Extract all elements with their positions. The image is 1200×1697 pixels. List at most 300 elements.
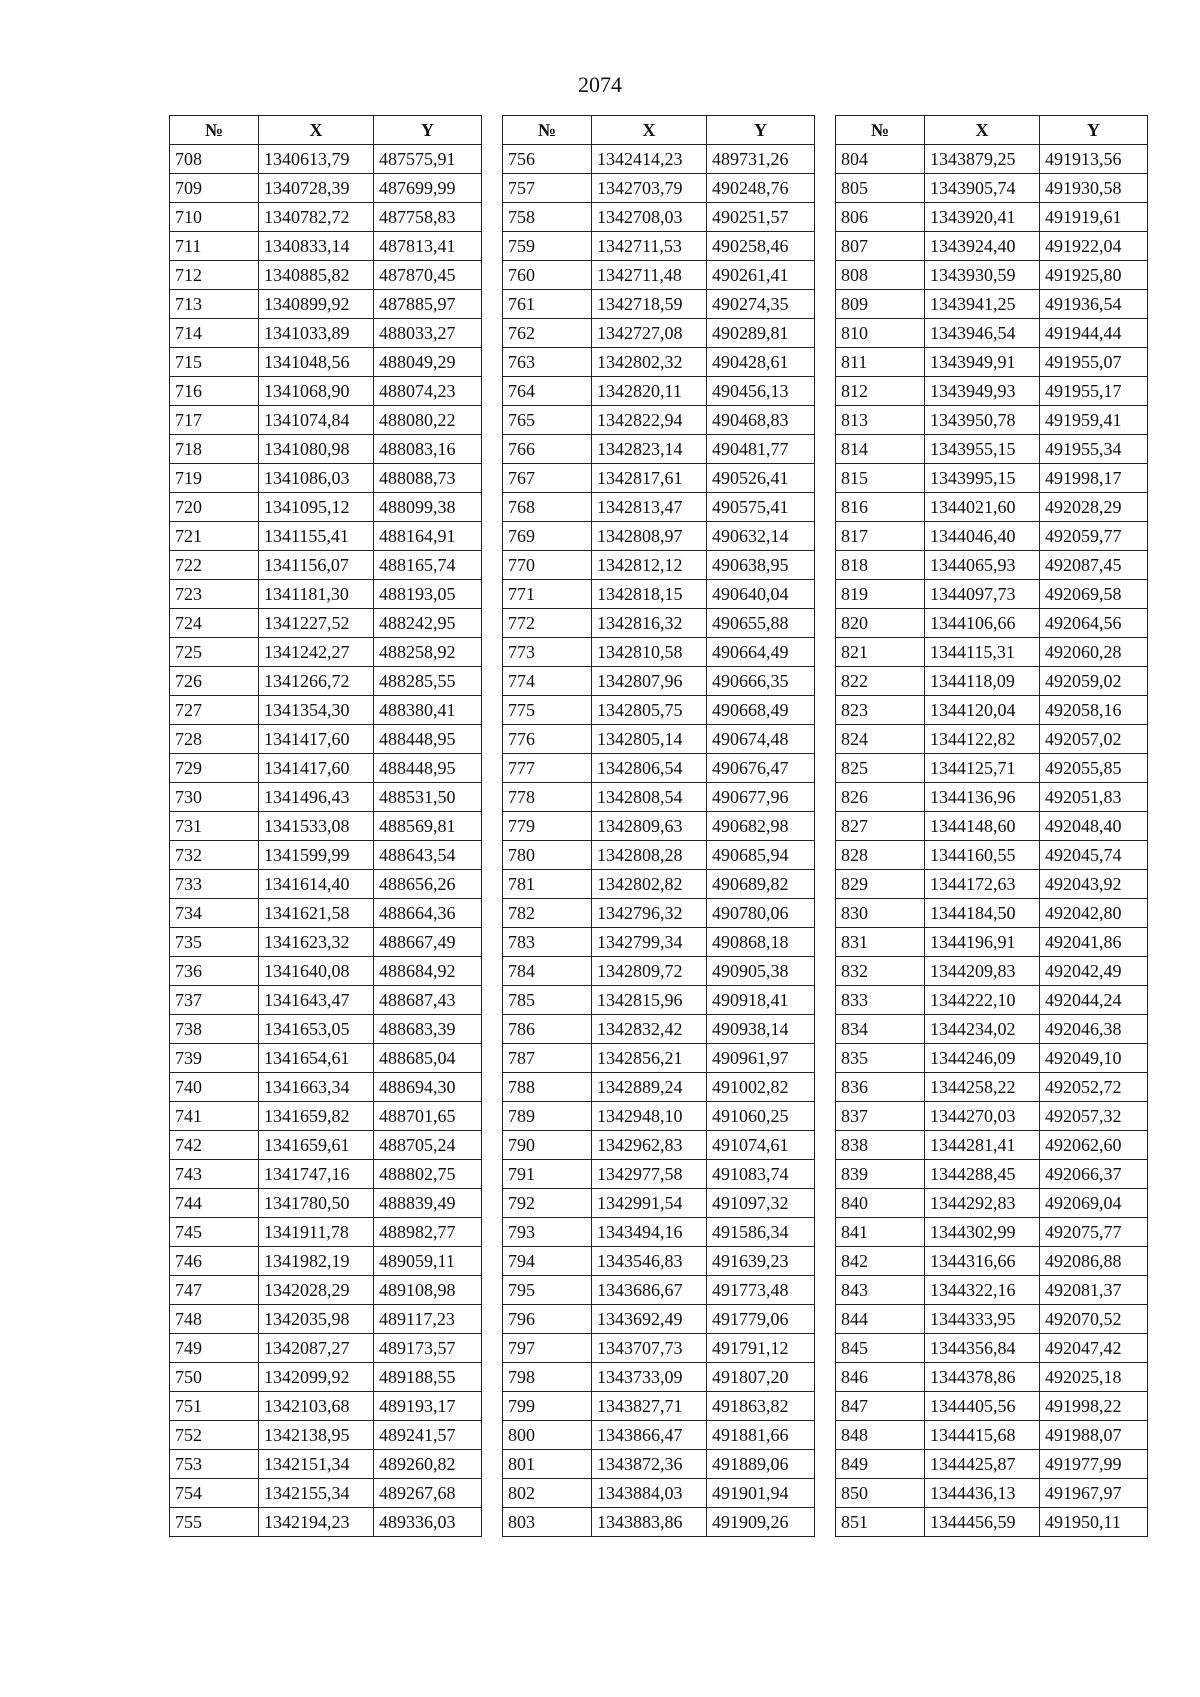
cell-x: 1342816,32 bbox=[592, 609, 707, 638]
cell-y: 488258,92 bbox=[374, 638, 482, 667]
cell-y: 491083,74 bbox=[707, 1160, 815, 1189]
cell-y: 488684,92 bbox=[374, 957, 482, 986]
cell-y: 492087,45 bbox=[1040, 551, 1148, 580]
cell-number: 815 bbox=[836, 464, 925, 493]
table-row bbox=[170, 1392, 482, 1421]
cell-y: 487813,41 bbox=[374, 232, 482, 261]
cell-y: 492044,24 bbox=[1040, 986, 1148, 1015]
column-header-number: № bbox=[503, 116, 592, 145]
cell-number: 810 bbox=[836, 319, 925, 348]
cell-x: 1342822,94 bbox=[592, 406, 707, 435]
cell-number: 723 bbox=[170, 580, 259, 609]
cell-number: 765 bbox=[503, 406, 592, 435]
cell-y: 489059,11 bbox=[374, 1247, 482, 1276]
cell-number: 727 bbox=[170, 696, 259, 725]
cell-y: 487575,91 bbox=[374, 145, 482, 174]
cell-x: 1341155,41 bbox=[259, 522, 374, 551]
column-header-y: Y bbox=[707, 116, 815, 145]
cell-y: 490666,35 bbox=[707, 667, 815, 696]
cell-x: 1342802,82 bbox=[592, 870, 707, 899]
cell-x: 1344136,96 bbox=[925, 783, 1040, 812]
cell-y: 491955,34 bbox=[1040, 435, 1148, 464]
cell-x: 1342813,47 bbox=[592, 493, 707, 522]
cell-y: 488080,22 bbox=[374, 406, 482, 435]
table-row bbox=[836, 551, 1148, 580]
table-row bbox=[836, 812, 1148, 841]
column-header-x: X bbox=[592, 116, 707, 145]
cell-number: 711 bbox=[170, 232, 259, 261]
table-row bbox=[836, 1421, 1148, 1450]
cell-x: 1341068,90 bbox=[259, 377, 374, 406]
table-row bbox=[836, 1218, 1148, 1247]
cell-x: 1342099,92 bbox=[259, 1363, 374, 1392]
cell-x: 1344302,99 bbox=[925, 1218, 1040, 1247]
table-row bbox=[170, 812, 482, 841]
cell-number: 757 bbox=[503, 174, 592, 203]
cell-number: 769 bbox=[503, 522, 592, 551]
table-row bbox=[503, 319, 815, 348]
table-row bbox=[170, 1131, 482, 1160]
table-row bbox=[170, 377, 482, 406]
cell-x: 1342809,72 bbox=[592, 957, 707, 986]
cell-y: 491779,06 bbox=[707, 1305, 815, 1334]
cell-x: 1344222,10 bbox=[925, 986, 1040, 1015]
table-row bbox=[170, 406, 482, 435]
table-row bbox=[503, 493, 815, 522]
cell-x: 1342194,23 bbox=[259, 1508, 374, 1537]
cell-x: 1343879,25 bbox=[925, 145, 1040, 174]
cell-y: 489241,57 bbox=[374, 1421, 482, 1450]
cell-x: 1342810,58 bbox=[592, 638, 707, 667]
table-row bbox=[170, 1073, 482, 1102]
cell-number: 748 bbox=[170, 1305, 259, 1334]
cell-y: 491889,06 bbox=[707, 1450, 815, 1479]
table-row bbox=[836, 841, 1148, 870]
cell-x: 1342889,24 bbox=[592, 1073, 707, 1102]
table-row bbox=[503, 1363, 815, 1392]
cell-x: 1344405,56 bbox=[925, 1392, 1040, 1421]
table-row bbox=[503, 1189, 815, 1218]
cell-x: 1340833,14 bbox=[259, 232, 374, 261]
table-row bbox=[836, 261, 1148, 290]
cell-y: 487699,99 bbox=[374, 174, 482, 203]
cell-number: 816 bbox=[836, 493, 925, 522]
cell-x: 1344436,13 bbox=[925, 1479, 1040, 1508]
table-row bbox=[503, 696, 815, 725]
table-row bbox=[503, 667, 815, 696]
table-row bbox=[503, 435, 815, 464]
cell-y: 488531,50 bbox=[374, 783, 482, 812]
cell-y: 488088,73 bbox=[374, 464, 482, 493]
table-row bbox=[836, 1073, 1148, 1102]
cell-y: 492047,42 bbox=[1040, 1334, 1148, 1363]
cell-y: 488448,95 bbox=[374, 725, 482, 754]
cell-x: 1342962,83 bbox=[592, 1131, 707, 1160]
table-row bbox=[170, 1044, 482, 1073]
cell-y: 491955,17 bbox=[1040, 377, 1148, 406]
cell-x: 1341659,82 bbox=[259, 1102, 374, 1131]
table-row bbox=[836, 1305, 1148, 1334]
column-header-number: № bbox=[836, 116, 925, 145]
table-row bbox=[503, 377, 815, 406]
cell-y: 491807,20 bbox=[707, 1363, 815, 1392]
table-row bbox=[170, 1160, 482, 1189]
table-row bbox=[170, 609, 482, 638]
cell-number: 831 bbox=[836, 928, 925, 957]
table-row bbox=[836, 928, 1148, 957]
cell-x: 1342809,63 bbox=[592, 812, 707, 841]
cell-number: 766 bbox=[503, 435, 592, 464]
cell-y: 488839,49 bbox=[374, 1189, 482, 1218]
cell-y: 491901,94 bbox=[707, 1479, 815, 1508]
cell-x: 1344118,09 bbox=[925, 667, 1040, 696]
cell-number: 843 bbox=[836, 1276, 925, 1305]
table-row bbox=[170, 319, 482, 348]
cell-x: 1344288,45 bbox=[925, 1160, 1040, 1189]
cell-number: 821 bbox=[836, 638, 925, 667]
cell-y: 491913,56 bbox=[1040, 145, 1148, 174]
cell-y: 490575,41 bbox=[707, 493, 815, 522]
table-row bbox=[503, 1392, 815, 1421]
cell-x: 1341663,34 bbox=[259, 1073, 374, 1102]
cell-x: 1344356,84 bbox=[925, 1334, 1040, 1363]
cell-x: 1341242,27 bbox=[259, 638, 374, 667]
cell-number: 839 bbox=[836, 1160, 925, 1189]
cell-number: 809 bbox=[836, 290, 925, 319]
table-row bbox=[836, 638, 1148, 667]
cell-number: 779 bbox=[503, 812, 592, 841]
cell-y: 489731,26 bbox=[707, 145, 815, 174]
table-row bbox=[170, 725, 482, 754]
table-row bbox=[503, 812, 815, 841]
cell-number: 746 bbox=[170, 1247, 259, 1276]
table-row bbox=[170, 638, 482, 667]
table-header-row bbox=[836, 116, 1148, 145]
cell-number: 734 bbox=[170, 899, 259, 928]
cell-y: 492045,74 bbox=[1040, 841, 1148, 870]
table-row bbox=[836, 1189, 1148, 1218]
cell-x: 1343494,16 bbox=[592, 1218, 707, 1247]
table-row bbox=[170, 145, 482, 174]
table-row bbox=[836, 522, 1148, 551]
table-row bbox=[170, 464, 482, 493]
cell-y: 492059,77 bbox=[1040, 522, 1148, 551]
cell-y: 492069,58 bbox=[1040, 580, 1148, 609]
cell-x: 1344234,02 bbox=[925, 1015, 1040, 1044]
cell-x: 1341640,08 bbox=[259, 957, 374, 986]
cell-number: 785 bbox=[503, 986, 592, 1015]
cell-y: 491936,54 bbox=[1040, 290, 1148, 319]
cell-y: 488448,95 bbox=[374, 754, 482, 783]
cell-number: 793 bbox=[503, 1218, 592, 1247]
cell-number: 736 bbox=[170, 957, 259, 986]
cell-x: 1341095,12 bbox=[259, 493, 374, 522]
cell-y: 490258,46 bbox=[707, 232, 815, 261]
cell-number: 721 bbox=[170, 522, 259, 551]
cell-x: 1343707,73 bbox=[592, 1334, 707, 1363]
cell-number: 750 bbox=[170, 1363, 259, 1392]
cell-number: 745 bbox=[170, 1218, 259, 1247]
table-row bbox=[836, 435, 1148, 464]
cell-number: 795 bbox=[503, 1276, 592, 1305]
cell-x: 1342948,10 bbox=[592, 1102, 707, 1131]
cell-number: 824 bbox=[836, 725, 925, 754]
cell-x: 1341266,72 bbox=[259, 667, 374, 696]
cell-y: 492069,04 bbox=[1040, 1189, 1148, 1218]
cell-number: 800 bbox=[503, 1421, 592, 1450]
table-row bbox=[503, 261, 815, 290]
cell-number: 812 bbox=[836, 377, 925, 406]
column-header-number: № bbox=[170, 116, 259, 145]
cell-y: 492042,80 bbox=[1040, 899, 1148, 928]
cell-y: 488569,81 bbox=[374, 812, 482, 841]
cell-y: 492058,16 bbox=[1040, 696, 1148, 725]
table-row bbox=[503, 348, 815, 377]
cell-y: 490655,88 bbox=[707, 609, 815, 638]
cell-y: 489267,68 bbox=[374, 1479, 482, 1508]
cell-x: 1343955,15 bbox=[925, 435, 1040, 464]
cell-number: 837 bbox=[836, 1102, 925, 1131]
cell-number: 738 bbox=[170, 1015, 259, 1044]
table-row bbox=[503, 232, 815, 261]
cell-y: 491074,61 bbox=[707, 1131, 815, 1160]
cell-y: 488664,36 bbox=[374, 899, 482, 928]
cell-y: 491955,07 bbox=[1040, 348, 1148, 377]
cell-number: 783 bbox=[503, 928, 592, 957]
cell-y: 491930,58 bbox=[1040, 174, 1148, 203]
table-row bbox=[170, 493, 482, 522]
cell-y: 490664,49 bbox=[707, 638, 815, 667]
cell-y: 490677,96 bbox=[707, 783, 815, 812]
table-row bbox=[170, 348, 482, 377]
cell-x: 1343950,78 bbox=[925, 406, 1040, 435]
table-row bbox=[503, 1508, 815, 1537]
cell-number: 771 bbox=[503, 580, 592, 609]
cell-x: 1344172,63 bbox=[925, 870, 1040, 899]
table-row bbox=[170, 1450, 482, 1479]
cell-y: 488656,26 bbox=[374, 870, 482, 899]
table-row bbox=[170, 1421, 482, 1450]
cell-x: 1343930,59 bbox=[925, 261, 1040, 290]
cell-y: 491922,04 bbox=[1040, 232, 1148, 261]
cell-x: 1340899,92 bbox=[259, 290, 374, 319]
cell-x: 1341417,60 bbox=[259, 725, 374, 754]
column-header-x: X bbox=[259, 116, 374, 145]
cell-x: 1342718,59 bbox=[592, 290, 707, 319]
cell-y: 490456,13 bbox=[707, 377, 815, 406]
cell-number: 709 bbox=[170, 174, 259, 203]
table-row bbox=[170, 783, 482, 812]
cell-x: 1341643,47 bbox=[259, 986, 374, 1015]
table-row bbox=[836, 870, 1148, 899]
cell-number: 763 bbox=[503, 348, 592, 377]
table-row bbox=[836, 725, 1148, 754]
cell-x: 1343995,15 bbox=[925, 464, 1040, 493]
cell-y: 491959,41 bbox=[1040, 406, 1148, 435]
table-row bbox=[503, 1479, 815, 1508]
table-row bbox=[503, 1305, 815, 1334]
table-row bbox=[503, 406, 815, 435]
table-row bbox=[836, 1015, 1148, 1044]
table-row bbox=[170, 1508, 482, 1537]
cell-x: 1344046,40 bbox=[925, 522, 1040, 551]
table-row bbox=[503, 1160, 815, 1189]
cell-y: 492055,85 bbox=[1040, 754, 1148, 783]
cell-x: 1343883,86 bbox=[592, 1508, 707, 1537]
cell-number: 851 bbox=[836, 1508, 925, 1537]
table-row bbox=[503, 928, 815, 957]
cell-number: 828 bbox=[836, 841, 925, 870]
cell-x: 1344246,09 bbox=[925, 1044, 1040, 1073]
cell-number: 801 bbox=[503, 1450, 592, 1479]
cell-x: 1342823,14 bbox=[592, 435, 707, 464]
table-row bbox=[836, 986, 1148, 1015]
table-row bbox=[503, 580, 815, 609]
cell-x: 1344122,82 bbox=[925, 725, 1040, 754]
table-row bbox=[836, 1392, 1148, 1421]
cell-x: 1344115,31 bbox=[925, 638, 1040, 667]
cell-x: 1342708,03 bbox=[592, 203, 707, 232]
cell-number: 797 bbox=[503, 1334, 592, 1363]
cell-x: 1341780,50 bbox=[259, 1189, 374, 1218]
cell-x: 1343827,71 bbox=[592, 1392, 707, 1421]
table-row bbox=[836, 696, 1148, 725]
table-row bbox=[503, 1044, 815, 1073]
cell-y: 491925,80 bbox=[1040, 261, 1148, 290]
cell-y: 490918,41 bbox=[707, 986, 815, 1015]
cell-y: 488694,30 bbox=[374, 1073, 482, 1102]
cell-number: 832 bbox=[836, 957, 925, 986]
cell-x: 1342796,32 bbox=[592, 899, 707, 928]
cell-y: 491773,48 bbox=[707, 1276, 815, 1305]
cell-number: 729 bbox=[170, 754, 259, 783]
cell-y: 488193,05 bbox=[374, 580, 482, 609]
cell-x: 1344316,66 bbox=[925, 1247, 1040, 1276]
cell-y: 492081,37 bbox=[1040, 1276, 1148, 1305]
cell-number: 733 bbox=[170, 870, 259, 899]
cell-y: 492057,02 bbox=[1040, 725, 1148, 754]
cell-y: 492042,49 bbox=[1040, 957, 1148, 986]
cell-x: 1344196,91 bbox=[925, 928, 1040, 957]
table-row bbox=[503, 1334, 815, 1363]
cell-x: 1342138,95 bbox=[259, 1421, 374, 1450]
table-row bbox=[503, 1247, 815, 1276]
cell-x: 1344281,41 bbox=[925, 1131, 1040, 1160]
cell-x: 1341354,30 bbox=[259, 696, 374, 725]
table-row bbox=[836, 290, 1148, 319]
cell-number: 818 bbox=[836, 551, 925, 580]
cell-y: 488643,54 bbox=[374, 841, 482, 870]
cell-number: 725 bbox=[170, 638, 259, 667]
cell-x: 1340782,72 bbox=[259, 203, 374, 232]
cell-number: 788 bbox=[503, 1073, 592, 1102]
cell-x: 1341048,56 bbox=[259, 348, 374, 377]
cell-x: 1343946,54 bbox=[925, 319, 1040, 348]
cell-x: 1344120,04 bbox=[925, 696, 1040, 725]
cell-x: 1342711,53 bbox=[592, 232, 707, 261]
cell-y: 491863,82 bbox=[707, 1392, 815, 1421]
cell-x: 1342802,32 bbox=[592, 348, 707, 377]
table-row bbox=[170, 928, 482, 957]
cell-number: 712 bbox=[170, 261, 259, 290]
cell-x: 1341653,05 bbox=[259, 1015, 374, 1044]
cell-x: 1342711,48 bbox=[592, 261, 707, 290]
cell-x: 1342812,12 bbox=[592, 551, 707, 580]
cell-number: 811 bbox=[836, 348, 925, 377]
table-row bbox=[170, 870, 482, 899]
cell-x: 1342991,54 bbox=[592, 1189, 707, 1218]
cell-number: 796 bbox=[503, 1305, 592, 1334]
cell-number: 767 bbox=[503, 464, 592, 493]
cell-number: 787 bbox=[503, 1044, 592, 1073]
cell-x: 1342805,14 bbox=[592, 725, 707, 754]
cell-number: 730 bbox=[170, 783, 259, 812]
cell-x: 1344292,83 bbox=[925, 1189, 1040, 1218]
table-row bbox=[503, 841, 815, 870]
cell-number: 849 bbox=[836, 1450, 925, 1479]
table-row bbox=[170, 841, 482, 870]
cell-x: 1342808,97 bbox=[592, 522, 707, 551]
cell-number: 833 bbox=[836, 986, 925, 1015]
cell-y: 491967,97 bbox=[1040, 1479, 1148, 1508]
cell-x: 1343866,47 bbox=[592, 1421, 707, 1450]
cell-x: 1341181,30 bbox=[259, 580, 374, 609]
cell-number: 847 bbox=[836, 1392, 925, 1421]
cell-x: 1344097,73 bbox=[925, 580, 1040, 609]
cell-x: 1344258,22 bbox=[925, 1073, 1040, 1102]
cell-y: 491060,25 bbox=[707, 1102, 815, 1131]
cell-x: 1341599,99 bbox=[259, 841, 374, 870]
table-row bbox=[170, 203, 482, 232]
cell-y: 491586,34 bbox=[707, 1218, 815, 1247]
cell-number: 735 bbox=[170, 928, 259, 957]
cell-y: 489117,23 bbox=[374, 1305, 482, 1334]
cell-x: 1342806,54 bbox=[592, 754, 707, 783]
cell-y: 490689,82 bbox=[707, 870, 815, 899]
cell-x: 1342832,42 bbox=[592, 1015, 707, 1044]
cell-x: 1342703,79 bbox=[592, 174, 707, 203]
cell-x: 1342818,15 bbox=[592, 580, 707, 609]
cell-y: 488685,04 bbox=[374, 1044, 482, 1073]
cell-number: 739 bbox=[170, 1044, 259, 1073]
cell-y: 491002,82 bbox=[707, 1073, 815, 1102]
table-row bbox=[170, 232, 482, 261]
table-row bbox=[836, 145, 1148, 174]
page-number: 2074 bbox=[578, 72, 622, 97]
cell-y: 490248,76 bbox=[707, 174, 815, 203]
table-row bbox=[503, 1015, 815, 1044]
cell-number: 768 bbox=[503, 493, 592, 522]
cell-number: 770 bbox=[503, 551, 592, 580]
cell-y: 490961,97 bbox=[707, 1044, 815, 1073]
table-row bbox=[836, 609, 1148, 638]
cell-number: 789 bbox=[503, 1102, 592, 1131]
cell-number: 753 bbox=[170, 1450, 259, 1479]
cell-x: 1344425,87 bbox=[925, 1450, 1040, 1479]
cell-y: 492048,40 bbox=[1040, 812, 1148, 841]
table-row bbox=[170, 1363, 482, 1392]
cell-number: 827 bbox=[836, 812, 925, 841]
cell-y: 489188,55 bbox=[374, 1363, 482, 1392]
cell-number: 724 bbox=[170, 609, 259, 638]
cell-number: 807 bbox=[836, 232, 925, 261]
cell-x: 1341747,16 bbox=[259, 1160, 374, 1189]
cell-x: 1342151,34 bbox=[259, 1450, 374, 1479]
cell-y: 492052,72 bbox=[1040, 1073, 1148, 1102]
cell-y: 491998,22 bbox=[1040, 1392, 1148, 1421]
cell-number: 747 bbox=[170, 1276, 259, 1305]
cell-number: 780 bbox=[503, 841, 592, 870]
